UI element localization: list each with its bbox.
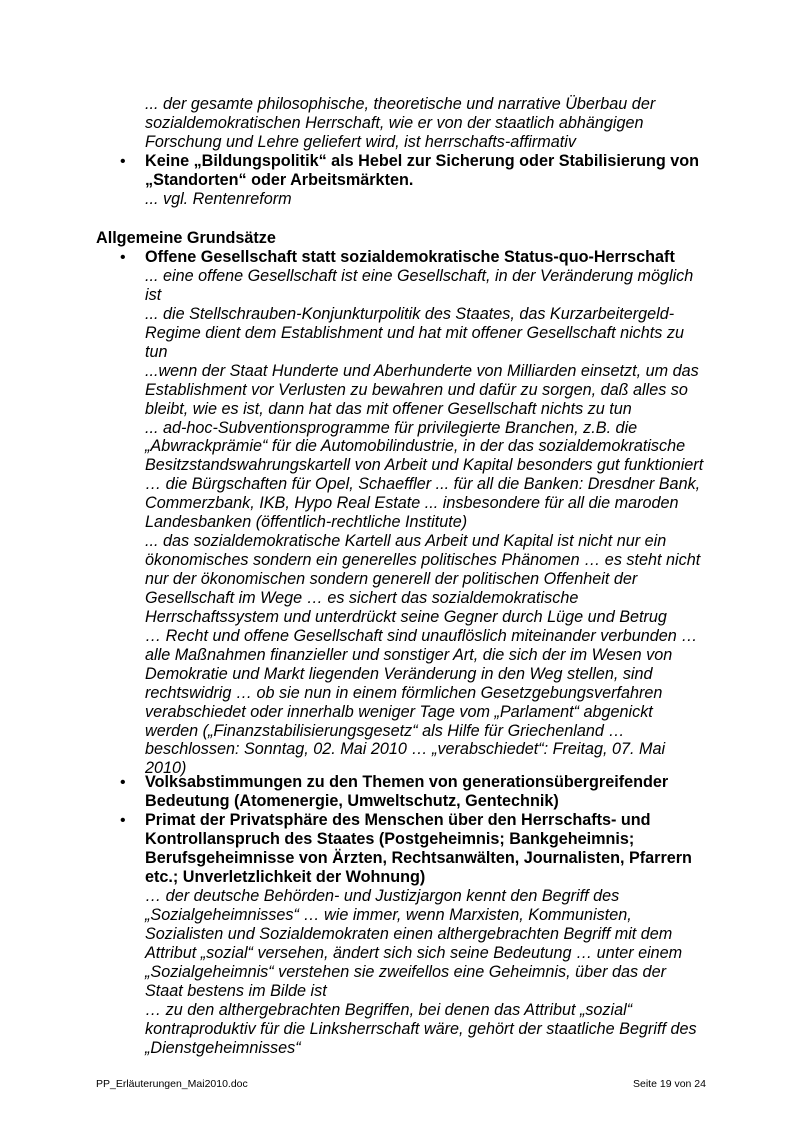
comment-line: bleibt, wie es ist, dann hat das mit offener Gesellschaft nichts zu tun xyxy=(145,399,632,418)
bullet-title-line: etc.; Unverletzlichkeit der Wohnung) xyxy=(145,867,426,886)
footer-page-number: Seite 19 von 24 xyxy=(633,1078,706,1090)
bullet-comment-bildungspolitik xyxy=(145,190,292,209)
comment-line: Demokratie und Markt liegenden Veränderung in den Weg stellen, sind xyxy=(145,664,653,683)
comment-line: … die Bürgschaften für Opel, Schaeffler ... für all die Banken: Dresdner Bank, xyxy=(145,475,701,494)
comment-line: sozialdemokratischen Herrschaft, wie er von der staatlich abhängigen xyxy=(145,113,644,132)
comment-line: Herrschaftssystem und unterdrückt seine Gegner durch Lüge und Betrug xyxy=(145,607,667,626)
bullet-title-line: Volksabstimmungen zu den Themen von generationsübergreifender xyxy=(145,773,669,791)
comment-line: Establishment vor Verlusten zu bewahren und dafür zu sorgen, daß alles so xyxy=(145,380,688,399)
comment-line: Commerzbank, IKB, Hypo Real Estate ... insbesondere für all die maroden xyxy=(145,494,679,513)
comment-line: „Sozialgeheimnis“ verstehen sie zweifellos eine Geheimnis, über das der xyxy=(145,962,666,981)
comment-line: alle Maßnahmen finanzieller und sonstiger Art, die sich der im Wesen von xyxy=(145,645,673,664)
comment-line: kontraproduktiv für die Linksherrschaft wäre, gehört der staatliche Begriff des xyxy=(145,1019,697,1038)
comment-line: ... eine offene Gesellschaft ist eine Gesellschaft, in der Veränderung möglich xyxy=(145,267,694,285)
comment-line: Regime dient dem Establishment und hat mit offener Gesellschaft nichts zu xyxy=(145,323,684,342)
comment-line: „Sozialgeheimnisses“ … wie immer, wenn Marxisten, Kommunisten, xyxy=(145,905,632,924)
bullet-title-line: Keine „Bildungspolitik“ als Hebel zur Sicherung oder Stabilisierung von xyxy=(145,152,700,170)
comment-line: ... die Stellschrauben-Konjunkturpolitik des Staates, das Kurzarbeitergeld- xyxy=(145,304,675,323)
bullet-title-line: Offene Gesellschaft statt sozialdemokratische Status-quo-Herrschaft xyxy=(145,248,675,266)
comment-line: Landesbanken (öffentlich-rechtliche Institute) xyxy=(145,513,468,532)
bullet-title-line: Kontrollanspruch des Staates (Postgeheimnis; Bankgeheimnis; xyxy=(145,829,635,848)
comment-line: ...wenn der Staat Hunderte und Aberhunderte von Milliarden einsetzt, um das xyxy=(145,361,699,380)
comment-line: ökonomisches sondern ein generelles politisches Phänomen … es steht nicht xyxy=(145,551,701,570)
bullet-title-line: „Standorten“ oder Arbeitsmärkten. xyxy=(145,170,414,189)
comment-line: ... vgl. Rentenreform xyxy=(145,190,292,208)
bullet-icon: • xyxy=(120,249,126,266)
intro-comment xyxy=(145,95,655,152)
comment-line: tun xyxy=(145,342,168,361)
bullet-title-volksabstimmungen xyxy=(145,773,668,811)
bullet-title-line: Primat der Privatsphäre des Menschen über den Herrschafts- und xyxy=(145,811,651,829)
bullet-comment-privatsphaere xyxy=(145,887,697,1057)
comment-line: nur der ökonomischen sondern generell der politischen Offenheit der xyxy=(145,570,638,588)
bullet-icon: • xyxy=(120,153,126,170)
comment-line: 2010) xyxy=(145,759,187,778)
comment-line: ... das sozialdemokratische Kartell aus Arbeit und Kapital ist nicht nur ein xyxy=(145,532,667,551)
comment-line: Forschung und Lehre geliefert wird, ist herrschafts-affirmativ xyxy=(145,132,576,151)
bullet-comment-offene-gesellschaft xyxy=(145,267,703,778)
comment-line: verabschiedet oder innerhalb weniger Tage vom „Parlament“ abgenickt xyxy=(145,702,653,721)
bullet-title-offene-gesellschaft xyxy=(145,248,675,267)
bullet-title-bildungspolitik xyxy=(145,152,699,190)
comment-line: ... ad-hoc-Subventionsprogramme für privilegierte Branchen, z.B. die xyxy=(145,418,638,437)
comment-line: ist xyxy=(145,285,162,304)
comment-line: … Recht und offene Gesellschaft sind unauflöslich miteinander verbunden … xyxy=(145,626,698,645)
bullet-title-line: Berufsgeheimnisse von Ärzten, Rechtsanwälten, Journalisten, Pfarrern xyxy=(145,848,692,867)
comment-line: Staat bestens im Bilde ist xyxy=(145,981,327,1000)
comment-line: „Abwrackprämie“ für die Automobilindustrie, in der das sozialdemokratische xyxy=(145,437,686,456)
comment-line: … der deutsche Behörden- und Justizjargon kennt den Begriff des xyxy=(145,887,620,905)
comment-line: Gesellschaft im Wege … es sichert das sozialdemokratische xyxy=(145,588,579,607)
comment-line: „Dienstgeheimnisses“ xyxy=(145,1038,301,1057)
bullet-icon: • xyxy=(120,812,126,829)
comment-line: rechtswidrig … ob sie nun in einem förmlichen Gesetzgebungsverfahren xyxy=(145,683,663,702)
section-heading: Allgemeine Grundsätze xyxy=(96,229,276,247)
bullet-title-privatsphaere xyxy=(145,811,692,887)
footer-filename: PP_Erläuterungen_Mai2010.doc xyxy=(96,1078,248,1090)
comment-line: werden („Finanzstabilisierungsgesetz“ als Hilfe für Griechenland … xyxy=(145,721,625,740)
bullet-icon: • xyxy=(120,774,126,791)
comment-line: Attribut „sozial“ versehen, ändert sich sich seine Bedeutung … unter einem xyxy=(145,943,683,962)
comment-line: Sozialisten und Sozialdemokraten einen althergebrachten Begriff mit dem xyxy=(145,924,673,943)
comment-line: ... der gesamte philosophische, theoretische und narrative Überbau der xyxy=(145,95,656,113)
comment-line: … zu den althergebrachten Begriffen, bei denen das Attribut „sozial“ xyxy=(145,1000,633,1019)
comment-line: Besitzstandswahrungskartell von Arbeit und Kapital besonders gut funktioniert xyxy=(145,456,704,475)
bullet-title-line: Bedeutung (Atomenergie, Umweltschutz, Gentechnik) xyxy=(145,791,559,810)
comment-line: beschlossen: Sonntag, 02. Mai 2010 … „verabschiedet“: Freitag, 07. Mai xyxy=(145,740,666,759)
